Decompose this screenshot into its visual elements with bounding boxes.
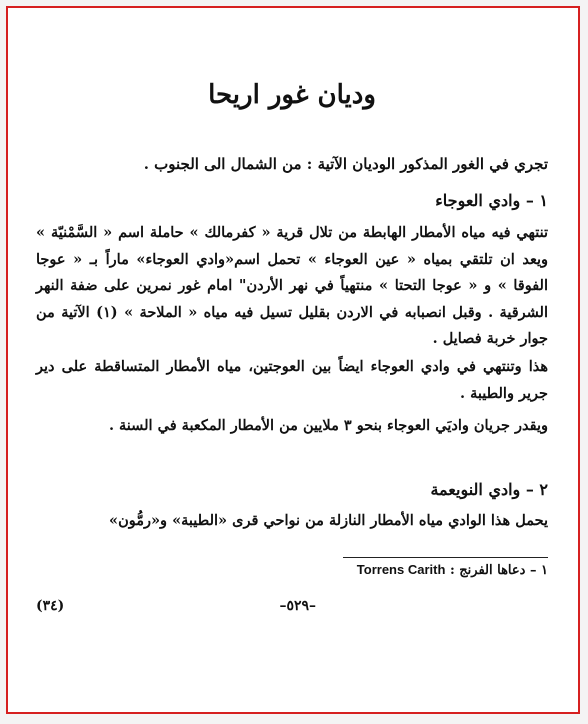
page-number: –٥٢٩– <box>279 598 316 614</box>
section-heading-awja: ١ – وادي العوجاء <box>435 191 548 210</box>
page-content <box>36 8 548 712</box>
section-heading-nuwaima: ٢ – وادي النويعمة <box>430 480 548 499</box>
footnote-divider <box>343 557 548 558</box>
volume-number: (٣٤) <box>36 598 65 614</box>
footnote-latin-term: Torrens Carith <box>356 562 446 577</box>
footnote-number: ١ – <box>529 563 548 578</box>
paragraph-awja-1: تنتهي فيه مياه الأمطار الهابطة من تلال قرية « كفرمالك » حاملة اسم « السَّمْنيّة » ويعد ان تلتقي بمياه « عين العوجاء » تحمل اسم«وادي العوجاء» ماراً بـ « عوجا الفوقا » و « عوجا التحتا » منتهياً في نهر الأردن" امام غور نمرين على ضفة النهر الشرقية . وقبل انصبابه في الاردن بقليل تسيل فيه مياه « الملاحة » (١) الآتية من جوار خربة فصايل . <box>36 224 549 347</box>
page-title: وديان غور اريحا <box>208 80 376 110</box>
intro-text: تجري في الغور المذكور الوديان الآتية : من الشمال الى الجنوب . <box>143 155 548 173</box>
paragraph-awja-3: ويقدر جريان واديَي العوجاء بنحو ٣ ملايين من الأمطار المكعبة في السنة . <box>108 417 548 434</box>
paragraph-awja-2: هذا وتنتهي في وادي العوجاء ايضاً بين العوجتين، مياه الأمطار المتساقطة على دير جرير والطيبة . <box>36 358 548 402</box>
book-page <box>6 6 580 714</box>
footnote <box>351 562 548 578</box>
paragraph-nuwaima-1: يحمل هذا الوادي مياه الأمطار النازلة من نواحي قرى «الطيبة» و«رمُّون» <box>109 512 548 529</box>
footnote-text: دعاها الفرنج : <box>449 563 526 578</box>
